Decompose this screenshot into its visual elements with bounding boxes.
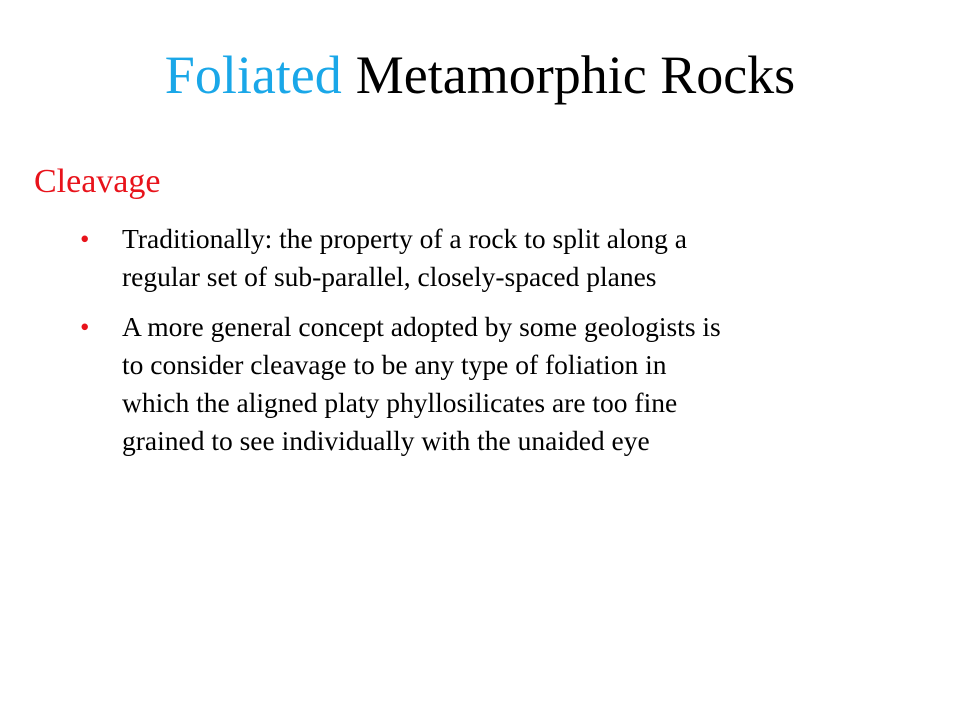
section-heading: Cleavage	[34, 163, 161, 200]
bullet-text-line: to consider cleavage to be any type of foliation in	[122, 349, 667, 380]
slide-title	[0, 40, 960, 110]
bullet-item	[76, 308, 942, 460]
title-accent-word: Foliated	[164, 45, 342, 105]
bullet-text-line: grained to see individually with the unaided eye	[122, 425, 650, 456]
bullet-text-line: regular set of sub-parallel, closely-spaced planes	[122, 261, 657, 292]
bullet-text-line: which the aligned platy phyllosilicates are too fine	[122, 387, 678, 418]
bullet-item	[76, 220, 942, 296]
bullet-list	[76, 220, 942, 472]
bullet-text-line: Traditionally: the property of a rock to split along a	[122, 223, 687, 254]
bullet-marker-icon: •	[80, 312, 90, 342]
bullet-marker-icon: •	[80, 224, 90, 254]
bullet-text-line: A more general concept adopted by some geologists is	[122, 311, 721, 342]
title-rest: Metamorphic Rocks	[355, 45, 796, 105]
